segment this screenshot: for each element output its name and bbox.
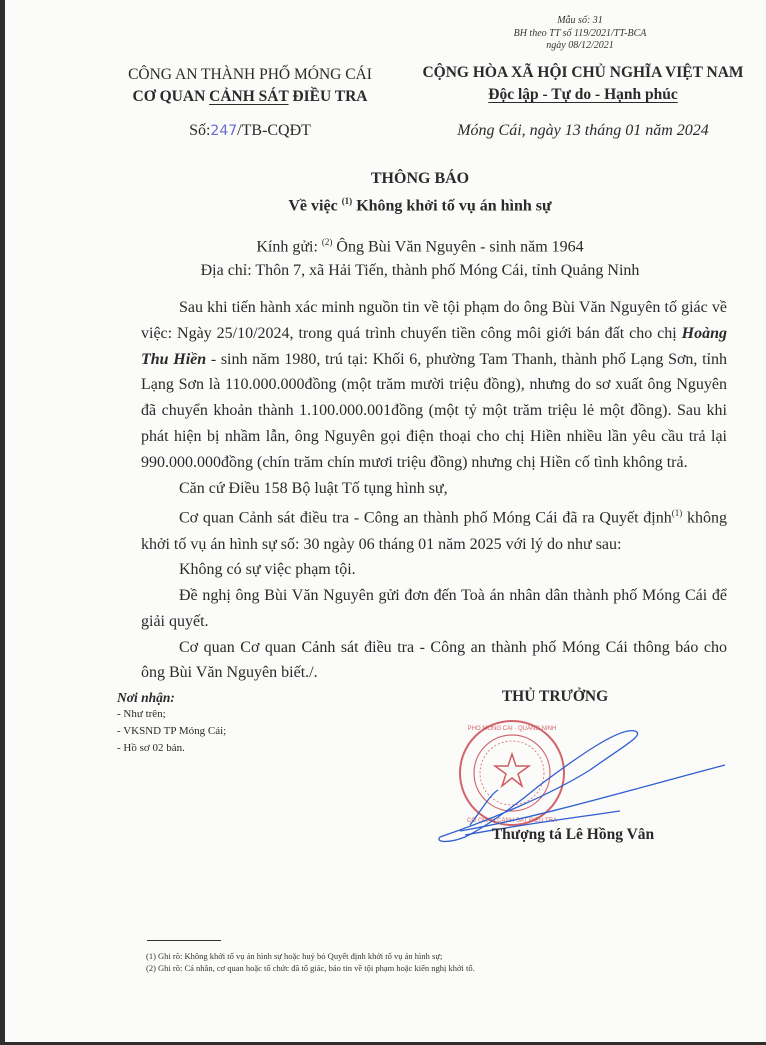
subject-text: Không khởi tố vụ án hình sự — [352, 197, 552, 215]
recipient-person: Ông Bùi Văn Nguyên - sinh năm 1964 — [332, 238, 584, 256]
receivers-label: Nơi nhận: — [117, 690, 175, 705]
body-paragraph-2: Căn cứ Điều 158 Bộ luật Tố tụng hình sự, — [179, 479, 448, 497]
receiver-item: - Hồ sơ 02 bản. — [117, 742, 185, 754]
footnote-ref: (2) — [321, 237, 333, 247]
svg-text:CƠ QUAN CẢNH SÁT ĐIỀU TRA: CƠ QUAN CẢNH SÁT ĐIỀU TRA — [467, 818, 557, 824]
doc-no-label: Số: — [189, 122, 211, 139]
signer-title: THỦ TRƯỞNG — [501, 688, 609, 705]
document-title — [100, 168, 740, 217]
doc-no-suffix: /TB-CQĐT — [237, 122, 311, 139]
doc-no-handwritten: 247 — [210, 123, 238, 139]
form-code — [480, 15, 680, 53]
body-paragraph-5: Đề nghị ông Bùi Văn Nguyên gửi đơn đến Toà án nhân dân thành phố Móng Cái để giải quyết. — [141, 587, 727, 630]
form-code-date: ngày 08/12/2021 — [546, 40, 614, 51]
highlighted-name: Hoàng Thu Hiền — [141, 324, 727, 368]
form-code-circular: BH theo TT số 119/2021/TT-BCA — [513, 27, 647, 39]
recipient-name — [100, 230, 740, 259]
agency-name: CÔNG AN THÀNH PHỐ MÓNG CÁI — [128, 66, 372, 83]
body-paragraph-3 — [141, 501, 727, 557]
office-suffix: ĐIỀU TRA — [288, 88, 368, 105]
svg-text:PHỐ MÓNG CÁI · QUẢNG NINH: PHỐ MÓNG CÁI · QUẢNG NINH — [467, 726, 557, 732]
office-prefix: CƠ QUAN — [132, 88, 210, 105]
national-header — [400, 62, 766, 106]
title-subject — [100, 190, 740, 217]
footnotes — [146, 950, 475, 974]
footnote-ref: (1) — [671, 508, 683, 519]
document-number — [100, 122, 400, 140]
recipient-address: Địa chỉ: Thôn 7, xã Hải Tiến, thành phố Móng Cái, tỉnh Quảng Ninh — [200, 262, 640, 280]
subject-prefix: Về việc — [288, 197, 342, 215]
footnote-2: (2) Ghi rõ: Cá nhân, cơ quan hoặc tổ chức đã tố giác, báo tin về tội phạm hoặc kiến nghị khởi tố. — [146, 963, 475, 973]
scan-edge-left — [0, 0, 5, 1045]
p3-text-a: Cơ quan Cảnh sát điều tra - Công an thành phố Móng Cái đã ra Quyết định — [179, 509, 672, 527]
receiver-item: - VKSND TP Móng Cái; — [117, 725, 227, 737]
receivers-list — [117, 689, 226, 757]
nation-name: CỘNG HÒA XÃ HỘI CHỦ NGHĨA VIỆT NAM — [422, 64, 744, 81]
body-paragraph-6: Cơ quan Cơ quan Cảnh sát điều tra - Công an thành phố Móng Cái thông báo cho ông Bùi Văn Nguyên biết./. — [141, 638, 727, 682]
office-name — [100, 86, 400, 108]
footnote-1: (1) Ghi rõ: Không khởi tố vụ án hình sự hoặc huỷ bỏ Quyết định khởi tố vụ án hình sự; — [146, 951, 443, 961]
p1-text-a: Sau khi tiến hành xác minh nguồn tin về tội phạm do ông Bùi Văn Nguyên tố giác về việc: Ngày 25/10/2024, trong quá trình chuyển tiền công môi giới bán đất cho chị — [141, 299, 727, 342]
place-date: Móng Cái, ngày 13 tháng 01 năm 2024 — [457, 122, 709, 139]
body-paragraph-1 — [141, 295, 727, 476]
document-body — [141, 295, 727, 686]
recipient-block — [100, 230, 740, 283]
footnote-ref: (1) — [341, 196, 353, 206]
form-code-number: Mẫu số: 31 — [557, 15, 603, 26]
p3-text-b: không khởi tố vụ án hình sự số: 30 ngày 06 tháng 01 năm 2025 với lý do như sau: — [141, 509, 728, 553]
recipient-label: Kính gửi: — [256, 238, 322, 256]
p1-text-b: - sinh năm 1980, trú tại: Khối 6, phường Tam Thanh, thành phố Lạng Sơn, tỉnh Lạng Sơn là 110.000.000đồng (một trăm mười triệu đồng), nhưng do sơ xuất ông Nguyên đã chuyển khoản thành 1.100.000.001đồng (một tỷ một trăm triệu lẻ một đồng). Sau khi phát hiện bị nhầm lẫn, ông Nguyên gọi điện thoại cho chị Hiền nhiều lần yêu cầu trả lại 990.000.000đồng (chín trăm chín mươi triệu đồng) nhưng chị Hiền cố tình không trả. — [141, 350, 727, 471]
signer-name: Thượng tá Lê Hồng Vân — [491, 826, 655, 843]
office-underlined: CẢNH SÁT — [209, 88, 289, 105]
issuing-agency-header — [100, 64, 400, 108]
footnote-divider — [147, 940, 221, 941]
body-paragraph-4: Không có sự việc phạm tội. — [179, 561, 356, 579]
national-motto — [400, 84, 766, 106]
receiver-item: - Như trên; — [117, 708, 166, 720]
title-main: THÔNG BÁO — [370, 170, 470, 187]
motto-text: Độc lập - Tự do - Hạnh phúc — [488, 86, 678, 103]
